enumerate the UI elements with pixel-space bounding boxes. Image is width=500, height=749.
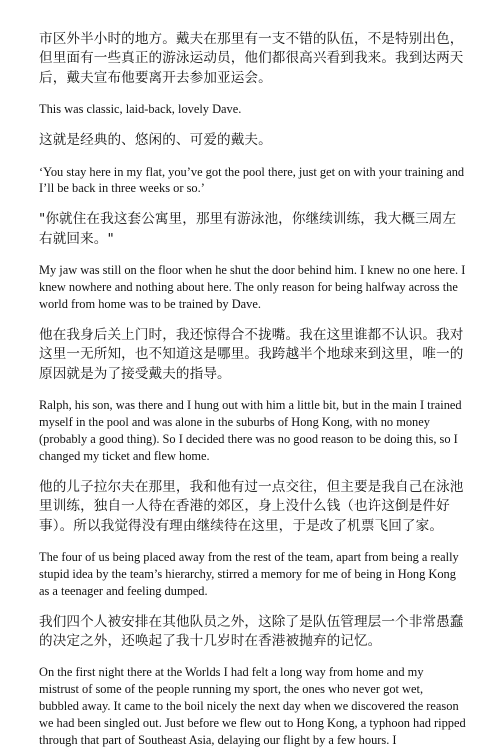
english-paragraph: Ralph, his son, was there and I hung out with him a little bit, but in the main I trained myself in the pool and was alone in the suburbs of Hong Kong, with no money (probably a good thing). So I decided there was no good reason to be doing this, so I changed my ticket and flew home. — [39, 398, 462, 463]
english-paragraph: ‘You stay here in my flat, you’ve got the pool there, just get on with your training and I’ll be back in three weeks or so.’ — [39, 164, 465, 196]
chinese-paragraph: 我们四个人被安排在其他队员之外，这除了是队伍管理层一个非常愚蠢的决定之外，还唤起了我十几岁时在香港被抛弃的记忆。 — [39, 613, 464, 650]
chinese-paragraph: "你就住在我这套公寓里，那里有游泳池，你继续训练，我大概三周左右就回来。" — [39, 211, 457, 247]
chinese-paragraph: 他的儿子拉尔夫在那里，我和他有过一点交往，但主要是我自己在泳池里训练，独自一人待在香港的郊区，身上没什么钱（也许这倒是件好事）。所以我觉得没有理由继续待在这里，于是改了机票飞回了家。 — [39, 478, 464, 534]
english-paragraph: The four of us being placed away from the rest of the team, apart from being a really stupid idea by the team’s hierarchy, stirred a memory for me of being in Hong Kong as a teenager and feeling dumped. — [39, 549, 459, 598]
chinese-paragraph: 这就是经典的、悠闲的、可爱的戴夫。 — [39, 132, 272, 149]
english-paragraph: My jaw was still on the floor when he shut the door behind him. I knew no one here. I knew nowhere and nothing about here. The only reason for being halfway across the world from home was to be trained by Dave. — [39, 263, 466, 311]
english-paragraph: On the first night there at the Worlds I had felt a long way from home and my mistrust of some of the people running my sport, the ones who never got wet, bubbled away. It came to the boil nicely the next day when we discovered the reason we had been singled out. Just before we flew out to Hong Kong, a typhoon had ripped through that part of Southeast Asia, delaying our flight by a few hours. I — [39, 665, 466, 748]
english-paragraph: This was classic, laid-back, lovely Dave. — [39, 102, 242, 117]
chinese-paragraph: 他在我身后关上门时，我还惊得合不拢嘴。我在这里谁都不认识。我对这里一无所知，也不知道这是哪里。我跨越半个地球来到这里，唯一的原因就是为了接受戴夫的指导。 — [39, 326, 464, 382]
chinese-paragraph: 市区外半小时的地方。戴夫在那里有一支不错的队伍，不是特别出色，但里面有一些真正的游泳运动员，他们都很高兴看到我来。我到达两天后，戴夫宣布他要离开去参加亚运会。 — [39, 31, 464, 86]
